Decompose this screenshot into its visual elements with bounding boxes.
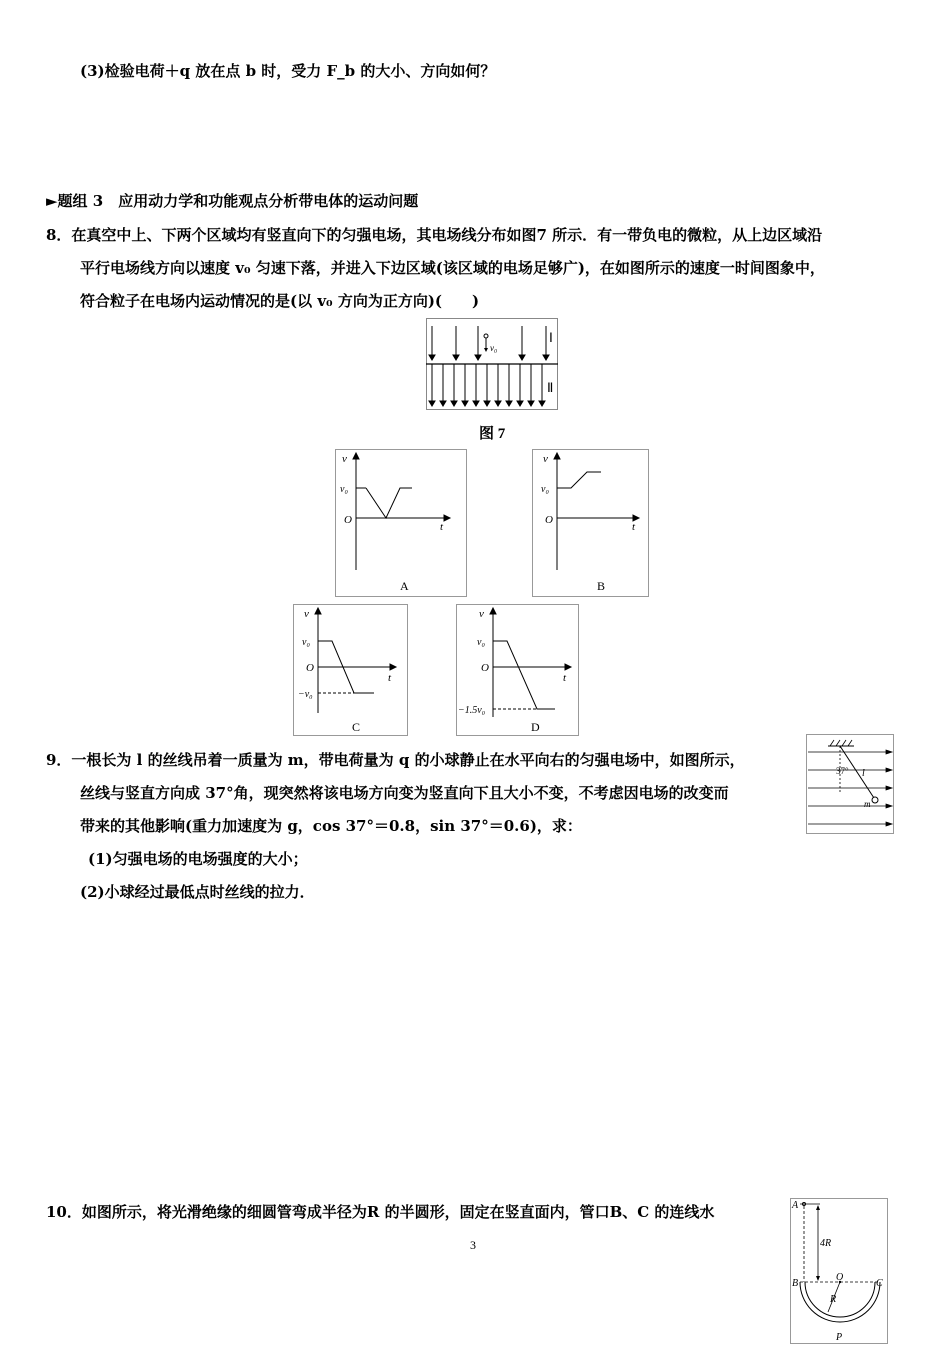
svg-text:v: v — [304, 608, 309, 620]
svg-text:−v₀: −v₀ — [298, 689, 313, 700]
svg-text:v: v — [479, 608, 484, 620]
svg-text:4R: 4R — [820, 1238, 832, 1249]
svg-text:C: C — [876, 1278, 883, 1289]
svg-text:A: A — [792, 1200, 799, 1211]
q9-line3: 带来的其他影响(重力加速度为 g，cos 37°＝0.8，sin 37°＝0.6)，求： — [80, 817, 582, 835]
group3-heading: ►题组 3 应用动力学和功能观点分析带电体的运动问题 — [46, 192, 419, 210]
figure7-field-diagram — [426, 318, 558, 410]
figure7-caption: 图 7 — [479, 426, 506, 442]
q9-part2: (2)小球经过最低点时丝线的拉力． — [80, 883, 315, 901]
svg-text:v₀: v₀ — [340, 484, 348, 495]
option-a-label: A — [400, 579, 409, 593]
svg-text:−1.5v₀: −1.5v₀ — [458, 705, 486, 716]
svg-text:v: v — [543, 453, 548, 465]
svg-text:B: B — [792, 1278, 799, 1289]
region1-label: Ⅰ — [549, 330, 553, 345]
option-d-label: D — [531, 720, 540, 734]
svg-text:O: O — [344, 514, 352, 526]
q8-line1: 8．在真空中上、下两个区域均有竖直向下的匀强电场，其电场线分布如图7 所示．有一带负电的微粒，从上边区域沿 — [46, 226, 823, 244]
svg-text:t: t — [632, 521, 636, 533]
svg-text:t: t — [388, 672, 392, 684]
svg-text:O: O — [545, 514, 553, 526]
q10-semicircle-figure — [790, 1198, 888, 1344]
svg-text:v: v — [342, 453, 347, 465]
graph-option-d — [456, 604, 579, 736]
svg-text:v₀: v₀ — [302, 637, 310, 648]
option-c-label: C — [352, 720, 361, 734]
graph-option-b — [532, 449, 649, 597]
svg-text:v₀: v₀ — [541, 484, 549, 495]
q8-line2: 平行电场线方向以速度 v₀ 匀速下落，并进入下边区域(该区域的电场足够广)，在如图所示的速度一时间图象中， — [80, 259, 825, 277]
q9-line1: 9．一根长为 l 的丝线吊着一质量为 m，带电荷量为 q 的小球静止在水平向右的匀强电场中，如图所示， — [46, 751, 745, 769]
svg-text:v₀: v₀ — [477, 637, 485, 648]
svg-text:O: O — [836, 1272, 844, 1283]
q9-mass-label: m — [864, 799, 871, 809]
q9-pendulum-figure — [806, 734, 894, 834]
q9-part1: (1)匀强电场的电场强度的大小； — [88, 850, 308, 868]
option-b-label: B — [597, 579, 606, 593]
q9-line2: 丝线与竖直方向成 37°角，现突然将该电场方向变为竖直向下且大小不变，不考虑因电场的改变而 — [80, 784, 729, 802]
svg-text:P: P — [836, 1332, 843, 1343]
region2-label: Ⅱ — [547, 380, 554, 395]
svg-text:R: R — [830, 1294, 837, 1305]
q7-part3-text: (3)检验电荷＋q 放在点 b 时，受力 F_b 的大小、方向如何？ — [80, 62, 496, 80]
q9-length-label: l — [862, 768, 865, 779]
svg-text:O: O — [306, 662, 314, 674]
graph-option-a — [335, 449, 467, 597]
svg-text:t: t — [563, 672, 567, 684]
q10-line1: 10．如图所示，将光滑绝缘的细圆管弯成半径为R 的半圆形，固定在竖直面内，管口B、C 的连线水 — [46, 1203, 715, 1221]
page-number: 3 — [470, 1238, 476, 1252]
graph-option-c — [293, 604, 408, 736]
svg-text:O: O — [481, 662, 489, 674]
v0-label: v₀ — [490, 343, 498, 353]
q9-angle-label: 37° — [836, 766, 849, 776]
q8-line3: 符合粒子在电场内运动情况的是(以 v₀ 方向为正方向)( ) — [80, 292, 480, 310]
svg-text:t: t — [440, 521, 444, 533]
